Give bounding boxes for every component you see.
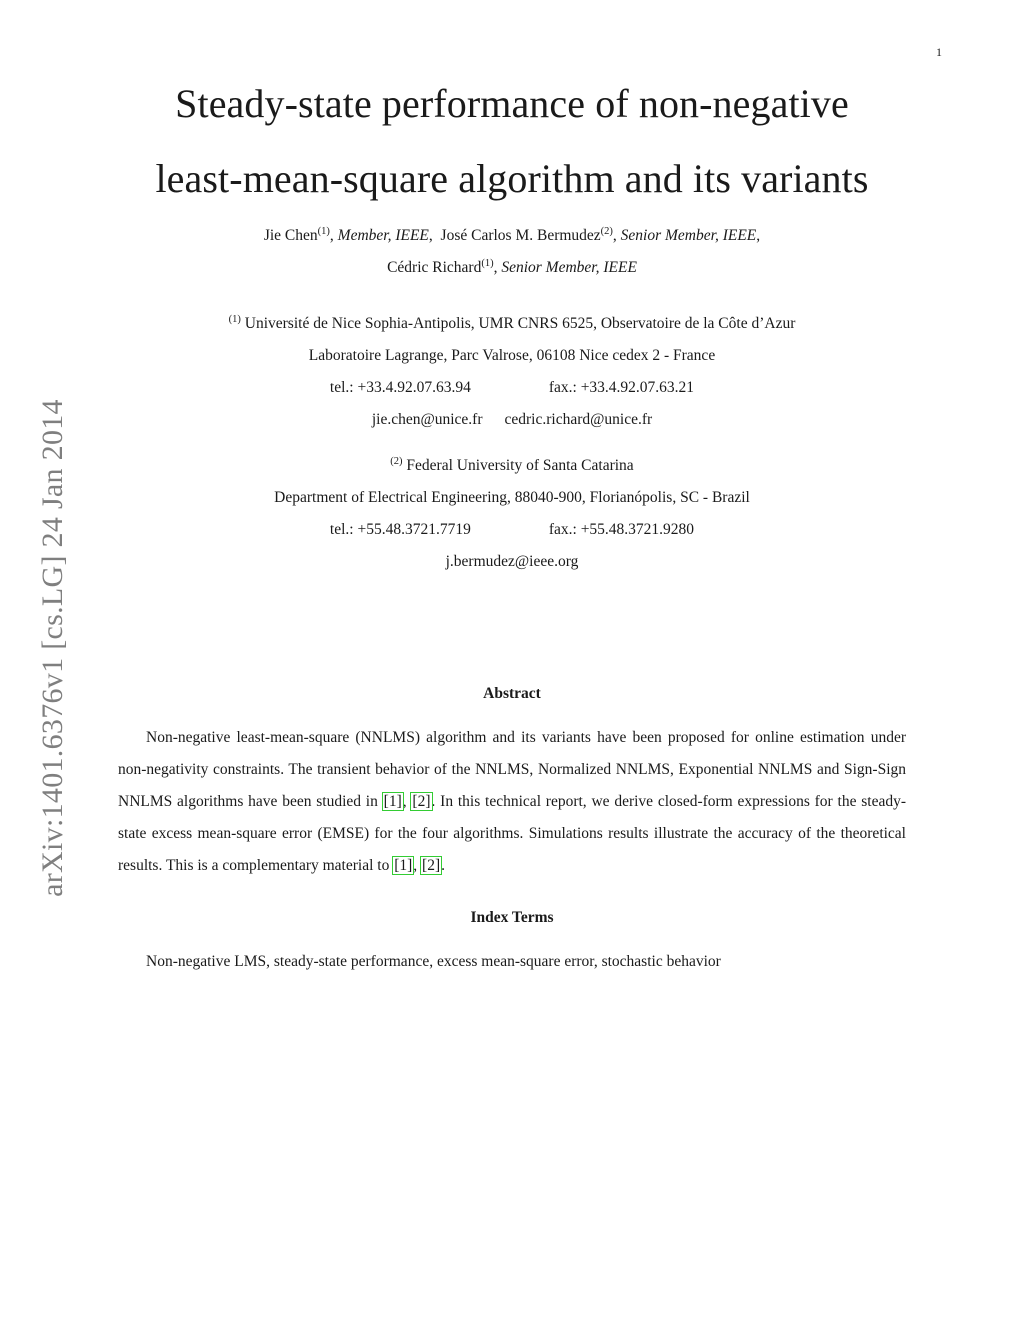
fax: fax.: +33.4.92.07.63.21 (548, 379, 695, 396)
citation-link[interactable]: [1] (394, 857, 413, 874)
author-role: Member, IEEE (337, 227, 429, 244)
affiliation-1-address: Laboratoire Lagrange, Parc Valrose, 06108 Nice cedex 2 - France (308, 347, 716, 364)
citation-link[interactable]: [2] (412, 793, 431, 810)
abstract-body (118, 722, 906, 882)
affiliation-1-contact (0, 379, 1024, 397)
author-line-1: Jie Chen$^{(1)}$, Member, IEEE, José Carlos M. Bermudez$^{(2)}$, Senior Member, IEEE, (263, 225, 761, 244)
telephone: tel.: +55.48.3721.7719 (329, 521, 471, 538)
affiliation-2-department: Department of Electrical Engineering, 88040-900, Florianópolis, SC - Brazil (274, 489, 750, 506)
author-role: Senior Member, IEEE (620, 227, 757, 244)
email: cedric.richard@unice.fr (504, 411, 653, 428)
arxiv-identifier-stamp: arXiv:1401.6376v1 [cs.LG] 24 Jan 2014 (36, 399, 69, 897)
affiliation-mark: (2) (390, 455, 403, 467)
affiliation-mark: (2) (600, 225, 613, 237)
citation-link[interactable]: [1] (383, 793, 402, 810)
index-terms-text: Non-negative LMS, steady-state performance, excess mean-square error, stochastic behavior (146, 953, 721, 970)
telephone: tel.: +33.4.92.07.63.94 (329, 379, 471, 396)
affiliation-2-contact (0, 521, 1024, 539)
affiliation-mark: (1) (481, 257, 494, 269)
author-name: José Carlos M. Bermudez (440, 227, 601, 244)
abstract-heading: Abstract (483, 685, 541, 702)
author-name: Jie Chen (263, 227, 318, 244)
index-terms-heading: Index Terms (470, 909, 554, 926)
paper-title-line-1: Steady-state performance of non-negative (175, 81, 849, 126)
citation-link[interactable]: [2] (422, 857, 441, 874)
affiliation-1-institution (0, 315, 1024, 333)
abstract-separator: , (413, 857, 422, 874)
abstract-text: . (441, 857, 445, 874)
email: jie.chen@unice.fr (371, 411, 483, 428)
abstract-text: Non-negative least-mean-square (NNLMS) algorithm and its variants have been proposed for online estimation under non-negativity constraints. The transient behavior of the NNLMS, Normalized NNLMS, Exponential NNLMS and Sign-Sign NNLMS algorithms have been studied in (118, 729, 906, 810)
page-number: 1 (936, 45, 942, 59)
abstract-text: . In this technical report, we derive closed-form expressions for the steady-state excess mean-square error (EMSE) for the four algorithms. Simulations results illustrate the accuracy of the theoretical results. This is a complementary material to (118, 793, 907, 874)
author-name: Cédric Richard (387, 259, 482, 276)
affiliation-2-institution (0, 457, 1024, 475)
author-line-2: Cédric Richard$^{(1)}$, Senior Member, IEEE (387, 257, 637, 276)
abstract-separator: , (402, 793, 412, 810)
affiliation-text: Federal University of Santa Catarina (406, 457, 634, 474)
fax: fax.: +55.48.3721.9280 (548, 521, 695, 538)
author-role: Senior Member, IEEE (501, 259, 637, 276)
affiliation-1-emails (0, 411, 1024, 429)
affiliation-text: Université de Nice Sophia-Antipolis, UMR CNRS 6525, Observatoire de la Côte d’Azur (244, 315, 796, 332)
affiliation-2-email: j.bermudez@ieee.org (445, 553, 579, 570)
affiliation-mark: (1) (317, 225, 330, 237)
affiliation-mark: (1) (228, 313, 241, 325)
paper-title-line-2: least-mean-square algorithm and its variants (155, 156, 869, 201)
